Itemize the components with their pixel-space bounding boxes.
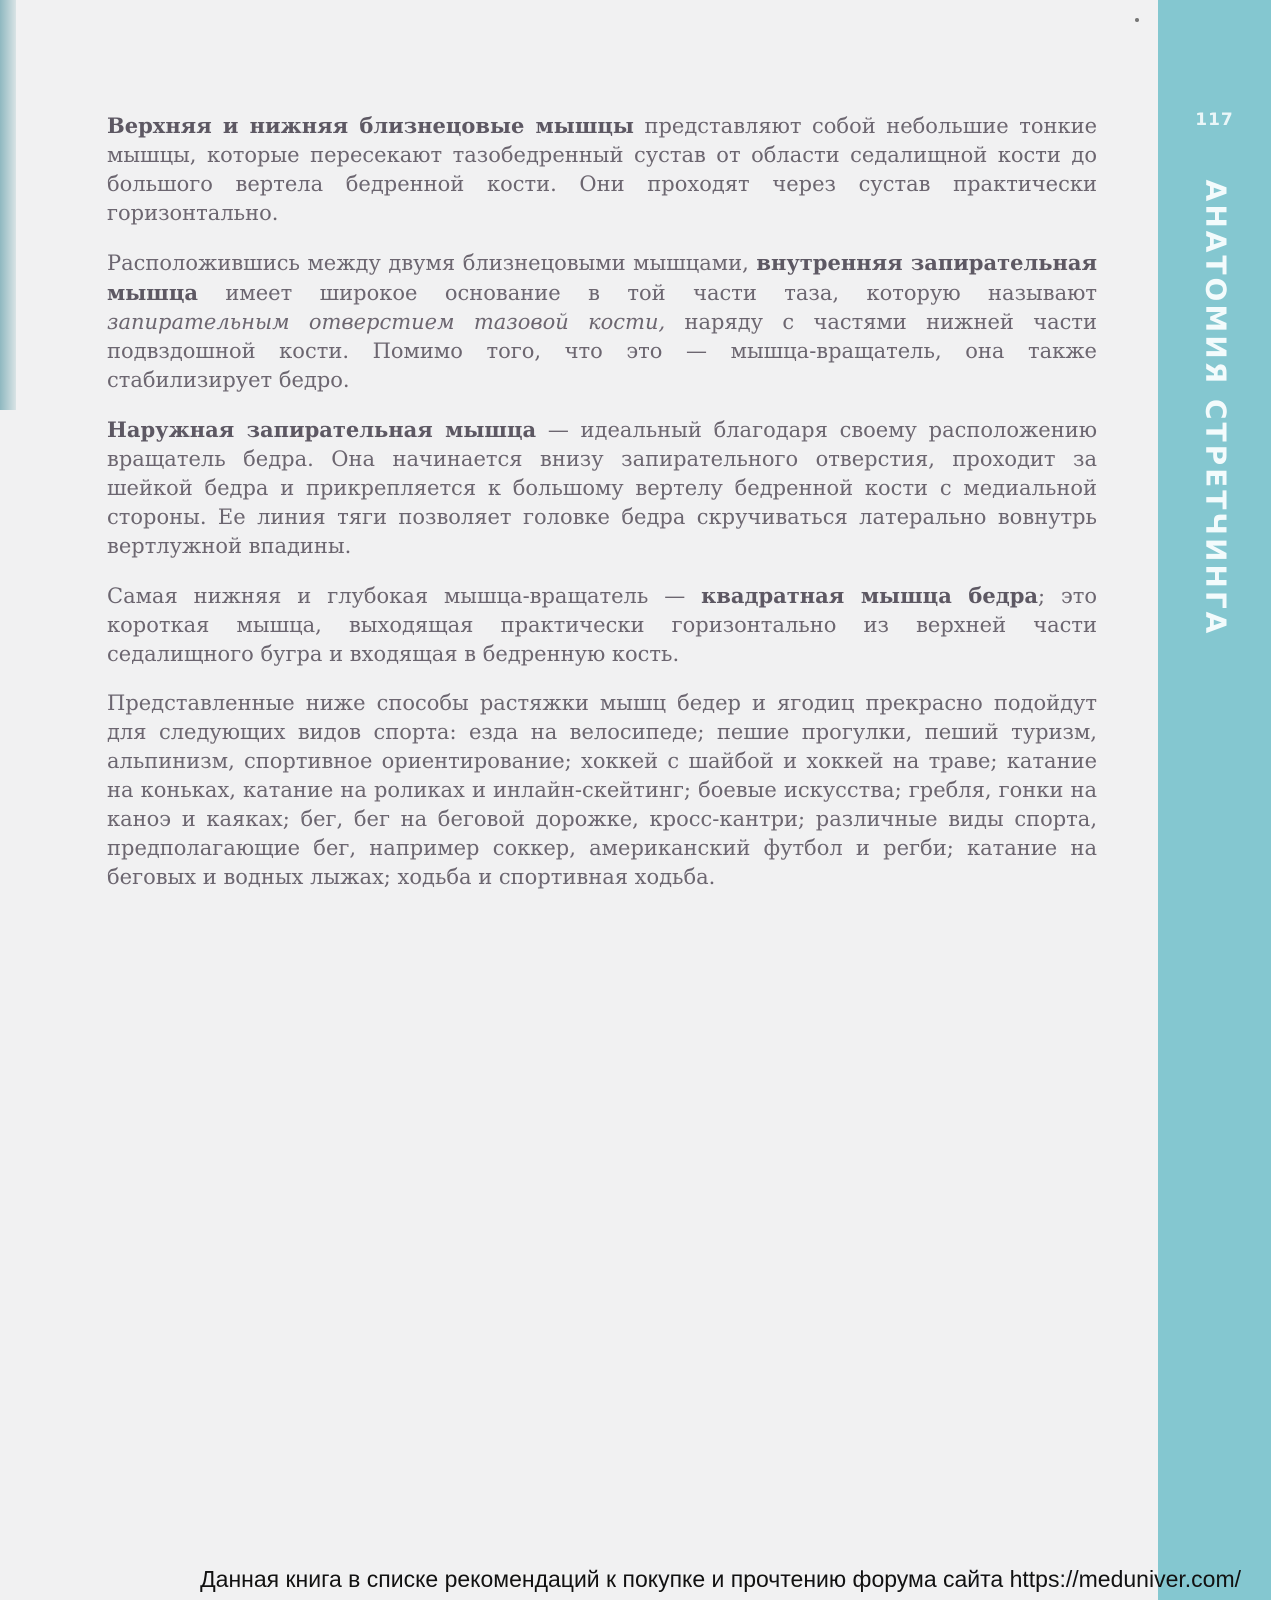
paragraph-obturator-internus: [107, 248, 1097, 395]
footer-notice: Данная книга в списке рекомендаций к покупке и прочтению форума сайта https://meduniver.com/: [200, 1566, 1241, 1592]
paragraph-text: наряду с частями нижней части подвздошной кости. Помимо того, что это — мышца-вращатель, она также стабилизирует бедро.: [107, 310, 1097, 392]
paragraph-text: Самая нижняя и глубокая мышца-вращатель —: [107, 584, 702, 608]
page-number: 117: [1195, 110, 1234, 130]
paragraph-gemelli: [107, 111, 1097, 228]
paragraph-sports: [107, 689, 1097, 892]
paragraph-text: — идеальный благодаря своему расположению вращатель бедра. Она начинается внизу запирательного отверстия, проходит за шейкой бедра и прикрепляется к большому вертелу бедренной кости с медиальной стороны. Ее линия тяги позволяет головке бедра скручиваться латерально вовнутрь вертлужной впадины.: [107, 418, 1097, 558]
term-quadratus-femoris: квадратная мышца бедра: [701, 583, 1038, 608]
paragraph-text: Представленные ниже способы растяжки мышц бедер и ягодиц прекрасно подойдут для следующих видов спорта: езда на велосипеде; пешие прогулки, пеший туризм, альпинизм, спортивное ориентирование; хоккей с шайбой и хоккей на траве; катание на коньках, катание на роликах и инлайн-скейтинг; боевые искусства; гребля, гонки на каноэ и каяках; бег, бег на беговой дорожке, кросс-кантри; различные виды спорта, предполагающие бег, например соккер, американский футбол и регби; катание на беговых и водных лыжах; ходьба и спортивная ходьба.: [107, 691, 1097, 889]
chapter-title: АНАТОМИЯ СТРЕТЧИНГА: [1199, 179, 1233, 637]
italic-term: запирательным отверстием тазовой кости,: [107, 310, 666, 334]
term-obturator-externus: Наружная запирательная мышца: [107, 417, 537, 442]
term-gemelli: Верхняя и нижняя близнецовые мышцы: [107, 113, 634, 138]
scan-speck: [1135, 18, 1139, 22]
paragraph-obturator-externus: [107, 415, 1097, 561]
term-obturator-internus: внутренняя запирательная мышца: [107, 250, 1098, 305]
paragraph-text: ; это короткая мышца, выходящая практически горизонтально из верхней части седалищного бугра и входящая в бедренную кость.: [107, 584, 1097, 666]
paragraph-text: Расположившись между двумя близнецовыми мышцами,: [107, 251, 757, 275]
body-text: [107, 111, 1097, 912]
page-left-edge: [0, 0, 16, 410]
paragraph-quadratus-femoris: [107, 581, 1097, 669]
paragraph-text: представляют собой небольшие тонкие мышцы, которые пересекают тазобедренный сустав от области седалищной кости до большого вертела бедренной кости. Они проходят через сустав практически горизонтально.: [107, 114, 1098, 225]
paragraph-text: имеет широкое основание в той части таза, которую называют: [197, 281, 1097, 305]
